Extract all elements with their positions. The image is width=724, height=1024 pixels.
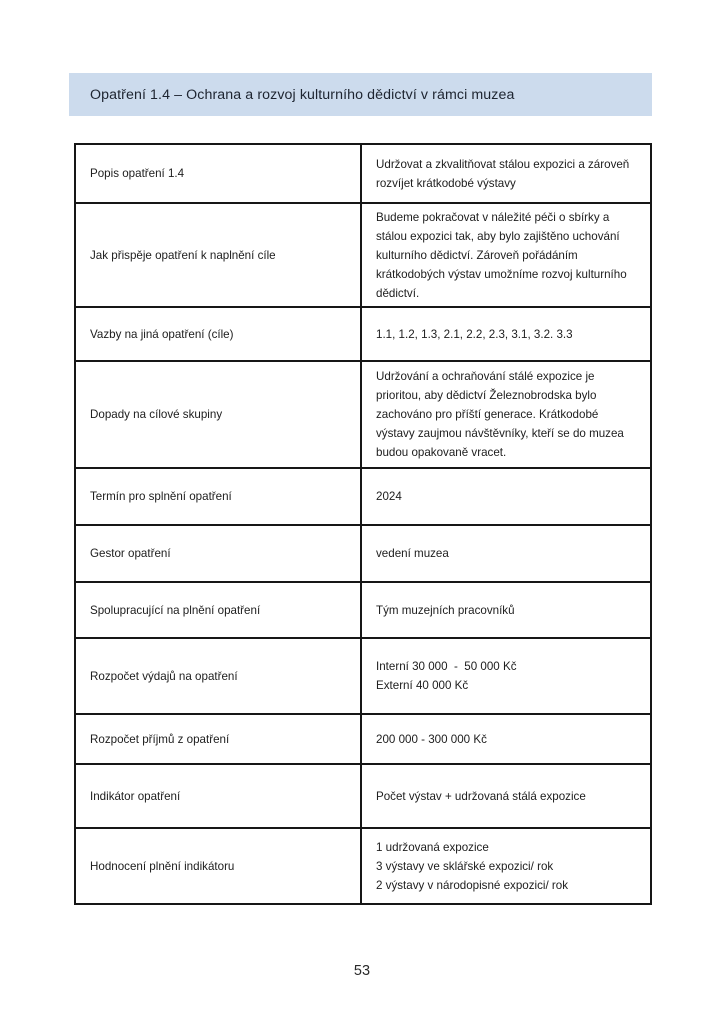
row-label: Gestor opatření [76, 526, 362, 581]
row-label: Rozpočet výdajů na opatření [76, 639, 362, 713]
row-label: Spolupracující na plnění opatření [76, 583, 362, 637]
table-row-vazby [76, 308, 650, 362]
table-row-popis [76, 145, 650, 204]
table-row-hodnoceni [76, 829, 650, 903]
table-row-indikator [76, 765, 650, 829]
value-line: 1 udržovaná expozice [376, 840, 489, 854]
row-value [362, 362, 650, 467]
row-value [362, 526, 650, 581]
row-value [362, 639, 650, 713]
row-label: Vazby na jiná opatření (cíle) [76, 308, 362, 360]
value-line: Počet výstav + udržovaná stálá expozice [376, 789, 586, 803]
value-line: Budeme pokračovat v náležité péči o sbírky a stálou expozici tak, aby bylo zajištěno uchování kulturního dědictví. Zároveň pořádáním krátkodobých výstav umožníme rozvoj kulturního dědictví. [376, 210, 630, 300]
row-label: Indikátor opatření [76, 765, 362, 827]
row-value [362, 308, 650, 360]
value-line: Interní 30 000 - 50 000 Kč [376, 660, 517, 673]
section-heading-title: Opatření 1.4 – Ochrana a rozvoj kulturního dědictví v rámci muzea [90, 86, 515, 103]
value-line: Udržovat a zkvalitňovat stálou expozici a zároveň rozvíjet krátkodobé výstavy [376, 157, 633, 190]
value-line: 3 výstavy ve sklářské expozici/ rok [376, 859, 554, 873]
table-row-dopady [76, 362, 650, 469]
row-label: Jak přispěje opatření k naplnění cíle [76, 204, 362, 306]
row-label: Termín pro splnění opatření [76, 469, 362, 524]
row-value [362, 765, 650, 827]
row-label: Hodnocení plnění indikátoru [76, 829, 362, 903]
section-heading-band [69, 73, 652, 116]
value-line: vedení muzea [376, 547, 449, 560]
row-value [362, 583, 650, 637]
value-line: Externí 40 000 Kč [376, 679, 469, 692]
table-row-jak-prispeje [76, 204, 650, 308]
table-row-termin [76, 469, 650, 526]
row-label: Dopady na cílové skupiny [76, 362, 362, 467]
row-value [362, 469, 650, 524]
table-row-rozpocet-vydaju [76, 639, 650, 715]
row-value [362, 829, 650, 903]
value-line: 1.1, 1.2, 1.3, 2.1, 2.2, 2.3, 3.1, 3.2. 3.3 [376, 327, 573, 341]
value-line: 2024 [376, 490, 402, 503]
row-label: Rozpočet příjmů z opatření [76, 715, 362, 763]
table-row-gestor [76, 526, 650, 583]
value-line: 2 výstavy v národopisné expozici/ rok [376, 878, 569, 892]
page-number: 53 [353, 963, 371, 979]
value-line: Tým muzejních pracovníků [376, 603, 515, 617]
table-row-spolupracujici [76, 583, 650, 639]
row-value [362, 715, 650, 763]
row-label: Popis opatření 1.4 [76, 145, 362, 202]
row-value [362, 145, 650, 202]
row-value [362, 204, 650, 306]
table-row-rozpocet-prijmu [76, 715, 650, 765]
value-line: Udržování a ochraňování stálé expozice je prioritou, aby dědictví Železnobrodska bylo zachováno pro příští generace. Krátkodobé výstavy zaujmou návštěvníky, kteří se do muzea budou opakovaně vracet. [376, 370, 628, 459]
value-line: 200 000 - 300 000 Kč [376, 732, 487, 746]
measure-table [74, 143, 652, 905]
